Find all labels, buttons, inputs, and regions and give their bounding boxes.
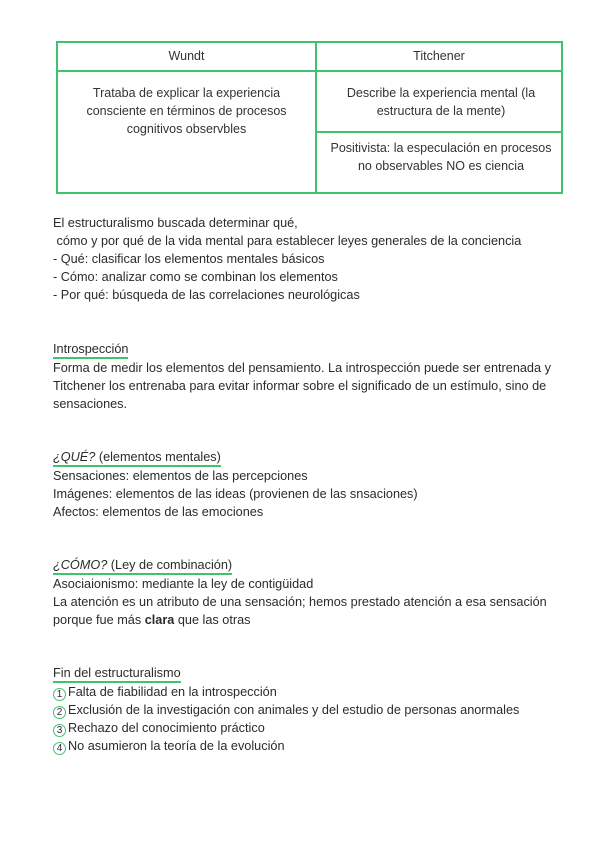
- table-cell-titchener-2: Positivista: la especulación en procesos no observables NO es ciencia: [330, 141, 552, 173]
- list-item: 2 Exclusión de la investigación con animales y del estudio de personas anormales: [53, 701, 573, 719]
- number-circle-icon: 4: [53, 742, 66, 755]
- table-header-divider: [58, 70, 561, 72]
- comparison-table: [56, 41, 563, 194]
- number-circle-icon: 2: [53, 706, 66, 719]
- fin-heading: Fin del estructuralismo: [53, 666, 181, 683]
- table-row-divider: [317, 131, 561, 133]
- como-section: [53, 556, 573, 629]
- que-line: Sensaciones: elementos de las percepciones: [53, 469, 308, 483]
- que-heading: ¿QUÉ? (elementos mentales): [53, 450, 221, 467]
- list-item: 4 No asumieron la teoría de la evolución: [53, 737, 573, 755]
- list-item: 1 Falta de fiabilidad en la introspección: [53, 683, 573, 701]
- introspeccion-text: Forma de medir los elementos del pensamiento. La introspección puede ser entrenada y Titchener los entrenaba para evitar informar sobre el significado de un estímulo, sino de sensaciones.: [53, 361, 551, 411]
- introspeccion-heading: Introspección: [53, 342, 128, 359]
- intro-paragraph: [53, 214, 573, 304]
- table-cell-titchener-1: Describe la experiencia mental (la estructura de la mente): [346, 86, 536, 118]
- como-heading: ¿CÓMO? (Ley de combinación): [53, 558, 232, 575]
- list-item: 3 Rechazo del conocimiento práctico: [53, 719, 573, 737]
- intro-line: - Qué: clasificar los elementos mentales básicos: [53, 252, 325, 266]
- table-cell-wundt: Trataba de explicar la experiencia consciente en términos de procesos cognitivos observbles: [86, 86, 287, 136]
- intro-line: cómo y por qué de la vida mental para establecer leyes generales de la conciencia: [53, 234, 522, 248]
- introspeccion-section: [53, 340, 573, 413]
- intro-line: - Por qué: búsqueda de las correlaciones neurológicas: [53, 288, 360, 302]
- como-line: Asociaionismo: mediante la ley de contigüidad: [53, 577, 314, 591]
- table-header-wundt: Wundt: [168, 49, 205, 63]
- table-header-titchener: Titchener: [413, 49, 465, 63]
- intro-line: El estructuralismo buscada determinar qué,: [53, 216, 298, 230]
- que-line: Afectos: elementos de las emociones: [53, 505, 264, 519]
- como-text: La atención es un atributo de una sensación; hemos prestado atención a esa sensación porque fue más clara que las otras: [53, 595, 547, 627]
- fin-section: [53, 664, 573, 755]
- number-circle-icon: 1: [53, 688, 66, 701]
- que-line: Imágenes: elementos de las ideas (provienen de las snsaciones): [53, 487, 418, 501]
- intro-line: - Cómo: analizar como se combinan los elementos: [53, 270, 338, 284]
- que-section: [53, 448, 573, 521]
- number-circle-icon: 3: [53, 724, 66, 737]
